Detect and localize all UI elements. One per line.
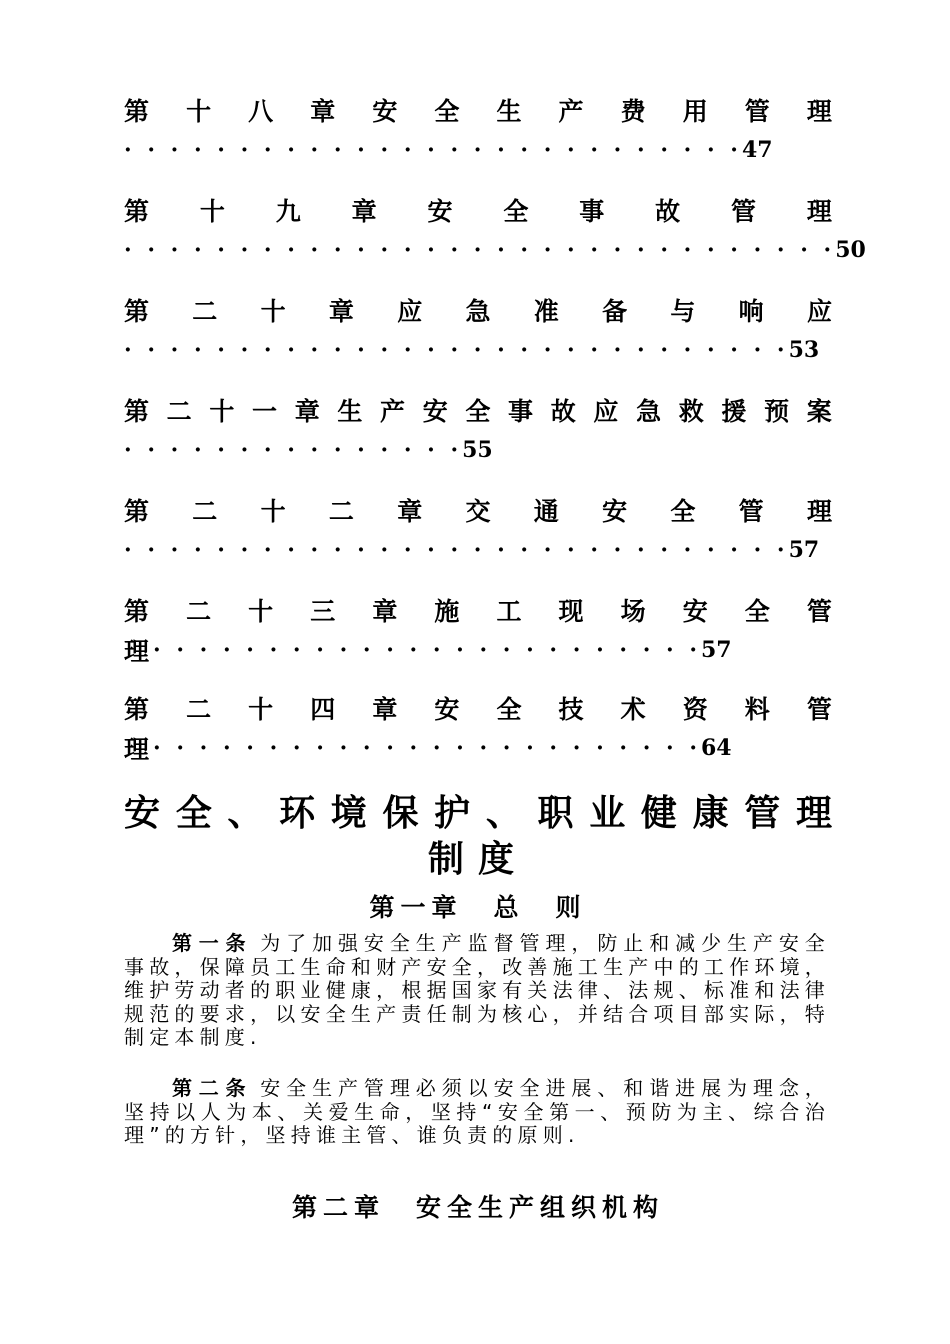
toc-heading-char: 全 <box>503 197 529 226</box>
toc-heading-char: 全 <box>434 97 460 126</box>
toc-heading-char: 安 <box>434 695 460 724</box>
toc-heading-char: 援 <box>721 397 747 426</box>
toc-heading-char: 章 <box>372 597 398 626</box>
toc-page-number: 55 <box>462 437 493 463</box>
toc-page-number: 47 <box>741 137 773 163</box>
toc-heading-char: 十 <box>199 197 225 226</box>
toc-heading-char: 费 <box>620 97 646 126</box>
title-char: 、 <box>485 791 522 834</box>
toc-heading-char: 第 <box>124 197 150 226</box>
chapter-1-heading: 第一章 总 则 <box>369 893 587 922</box>
toc-heading-char: 四 <box>310 695 336 724</box>
toc-entry-leader <box>124 728 832 768</box>
toc-heading-char: 预 <box>764 397 790 426</box>
title-char: 安 <box>124 791 161 834</box>
title-char: 健 <box>640 791 677 834</box>
title-char: 理 <box>795 791 832 834</box>
title-char: 环 <box>279 791 316 834</box>
toc-entry <box>124 688 832 768</box>
toc-dot-leader: · · · · · · · · · · · · · · · · · · · · · · · · <box>153 735 701 761</box>
toc-page-number: 64 <box>701 735 732 761</box>
toc-heading-char: 章 <box>351 197 377 226</box>
toc-heading-char: 资 <box>682 695 708 724</box>
toc-heading-char: 第 <box>124 397 150 426</box>
toc-heading-char: 十 <box>186 97 212 126</box>
title-char: 职 <box>537 791 574 834</box>
toc-entry <box>124 90 832 170</box>
toc-heading-char: 二 <box>192 497 218 526</box>
toc-heading-char: 事 <box>508 397 534 426</box>
toc-page-number: 53 <box>788 337 820 363</box>
toc-heading-char: 管 <box>806 597 832 626</box>
toc-heading-char: 管 <box>738 497 764 526</box>
toc-heading-char: 八 <box>248 97 274 126</box>
toc-heading-char: 全 <box>496 695 522 724</box>
toc-dot-leader: · · · · · · · · · · · · · · · · · · · · · · · · · · · · · · · <box>124 237 836 263</box>
toc-heading-char: 十 <box>248 695 274 724</box>
toc-heading-char: 安 <box>682 597 708 626</box>
toc-heading-char: 安 <box>602 497 628 526</box>
toc-heading-char: 管 <box>806 695 832 724</box>
toc-heading-char: 二 <box>186 597 212 626</box>
toc-heading-char: 案 <box>806 397 832 426</box>
document-title-line-1 <box>124 787 832 833</box>
toc-heading-char: 十 <box>260 497 286 526</box>
title-char: 管 <box>744 791 781 834</box>
toc-dot-leader: · · · · · · · · · · · · · · · · · · · · · · · · · · · · · <box>124 337 789 363</box>
toc-heading-char: 二 <box>328 497 354 526</box>
toc-heading-tail: 理 <box>124 735 150 764</box>
toc-heading-char: 应 <box>806 297 832 326</box>
title-char: 、 <box>227 791 264 834</box>
article-2-text: 安全生产管理必须以安全进展、和谐进展为理念，坚持以人为本、关爱生命，坚持“安全第一、预防为主、综合治理”的方针，坚持谁主管、谁负责的原则. <box>124 1076 830 1147</box>
toc-entry-leader <box>124 330 832 370</box>
toc-heading-char: 一 <box>252 397 278 426</box>
toc-heading-char: 生 <box>496 97 522 126</box>
toc-dot-leader: · · · · · · · · · · · · · · · · · · · · · · · · <box>153 637 701 663</box>
toc-entry-heading <box>124 688 832 728</box>
toc-heading-char: 产 <box>558 97 584 126</box>
toc-heading-char: 场 <box>620 597 646 626</box>
toc-heading-char: 二 <box>192 297 218 326</box>
toc-heading-char: 准 <box>533 297 559 326</box>
toc-entry-leader <box>124 530 832 570</box>
toc-entry-heading <box>124 90 832 130</box>
article-2 <box>124 1077 830 1148</box>
title-char: 康 <box>692 791 729 834</box>
title-char: 业 <box>589 791 626 834</box>
toc-heading-char: 第 <box>124 597 150 626</box>
toc-heading-char: 技 <box>558 695 584 724</box>
article-1-label: 第一条 <box>172 931 253 955</box>
toc-heading-char: 理 <box>806 197 832 226</box>
title-char: 境 <box>330 791 367 834</box>
toc-heading-char: 故 <box>655 197 681 226</box>
toc-heading-char: 三 <box>310 597 336 626</box>
toc-heading-char: 急 <box>636 397 662 426</box>
toc-dot-leader: · · · · · · · · · · · · · · · · · · · · · · · · · · · · · <box>124 537 789 563</box>
toc-heading-char: 工 <box>496 597 522 626</box>
chapter-2-heading: 第二章 安全生产组织机构 <box>291 1193 664 1222</box>
toc-entry-heading <box>124 590 832 630</box>
toc-heading-char: 故 <box>550 397 576 426</box>
toc-heading-char: 第 <box>124 97 150 126</box>
toc-entry-heading <box>124 390 832 430</box>
toc-heading-char: 与 <box>670 297 696 326</box>
toc-entry <box>124 390 832 470</box>
toc-heading-char: 应 <box>397 297 423 326</box>
toc-heading-char: 理 <box>806 97 832 126</box>
toc-heading-char: 章 <box>397 497 423 526</box>
toc-heading-char: 用 <box>682 97 708 126</box>
toc-heading-char: 应 <box>593 397 619 426</box>
toc-heading-char: 二 <box>166 397 192 426</box>
toc-heading-char: 急 <box>465 297 491 326</box>
toc-entry <box>124 590 832 670</box>
title-char: 保 <box>382 791 419 834</box>
toc-heading-char: 通 <box>533 497 559 526</box>
toc-dot-leader: · · · · · · · · · · · · · · · <box>124 437 463 463</box>
toc-entry <box>124 190 866 270</box>
toc-heading-char: 现 <box>558 597 584 626</box>
article-1-text: 为了加强安全生产监督管理，防止和减少生产安全事故，保障员工生命和财产安全，改善施工生产中的工作环境，维护劳动者的职业健康，根据国家有关法律、法规、标准和法律规范的要求，以安全生产责任制为核心，并结合项目部实际，特制定本制度. <box>124 931 830 1049</box>
toc-entry <box>124 490 832 570</box>
toc-heading-char: 章 <box>328 297 354 326</box>
toc-heading-char: 术 <box>620 695 646 724</box>
toc-heading-char: 理 <box>806 497 832 526</box>
toc-heading-char: 产 <box>380 397 406 426</box>
toc-heading-char: 二 <box>186 695 212 724</box>
toc-entry-leader <box>124 230 866 270</box>
toc-heading-char: 九 <box>275 197 301 226</box>
toc-heading-char: 管 <box>731 197 757 226</box>
toc-heading-char: 全 <box>670 497 696 526</box>
toc-heading-char: 安 <box>422 397 448 426</box>
toc-heading-char: 事 <box>579 197 605 226</box>
toc-entry-heading <box>124 490 832 530</box>
toc-heading-char: 料 <box>744 695 770 724</box>
toc-heading-char: 第 <box>124 695 150 724</box>
toc-entry-leader <box>124 130 832 170</box>
toc-entry-leader <box>124 630 832 670</box>
toc-heading-char: 响 <box>738 297 764 326</box>
toc-heading-char: 章 <box>372 695 398 724</box>
toc-heading-char: 章 <box>310 97 336 126</box>
toc-heading-char: 十 <box>260 297 286 326</box>
toc-heading-char: 十 <box>209 397 235 426</box>
toc-heading-char: 全 <box>744 597 770 626</box>
toc-page-number: 57 <box>701 637 732 663</box>
toc-heading-char: 生 <box>337 397 363 426</box>
article-2-label: 第二条 <box>172 1076 253 1100</box>
toc-heading-char: 备 <box>602 297 628 326</box>
toc-entry <box>124 290 832 370</box>
toc-heading-tail: 理 <box>124 637 150 666</box>
toc-heading-char: 管 <box>744 97 770 126</box>
toc-heading-char: 救 <box>678 397 704 426</box>
toc-heading-char: 章 <box>294 397 320 426</box>
toc-heading-char: 安 <box>427 197 453 226</box>
toc-heading-char: 交 <box>465 497 491 526</box>
toc-entry-leader <box>124 430 832 470</box>
toc-page-number: 57 <box>788 537 820 563</box>
article-1 <box>124 932 830 1050</box>
toc-entry-heading <box>124 290 832 330</box>
title-char: 全 <box>175 791 212 834</box>
title-char: 护 <box>434 791 471 834</box>
toc-page-number: 50 <box>835 237 866 263</box>
toc-heading-char: 全 <box>465 397 491 426</box>
toc-heading-char: 安 <box>372 97 398 126</box>
toc-dot-leader: · · · · · · · · · · · · · · · · · · · · · · · · · · · <box>124 137 742 163</box>
toc-heading-char: 施 <box>434 597 460 626</box>
toc-entry-heading <box>124 190 832 230</box>
document-title-line-2: 制度 <box>427 838 528 880</box>
toc-heading-char: 第 <box>124 297 150 326</box>
toc-heading-char: 十 <box>248 597 274 626</box>
toc-heading-char: 第 <box>124 497 150 526</box>
